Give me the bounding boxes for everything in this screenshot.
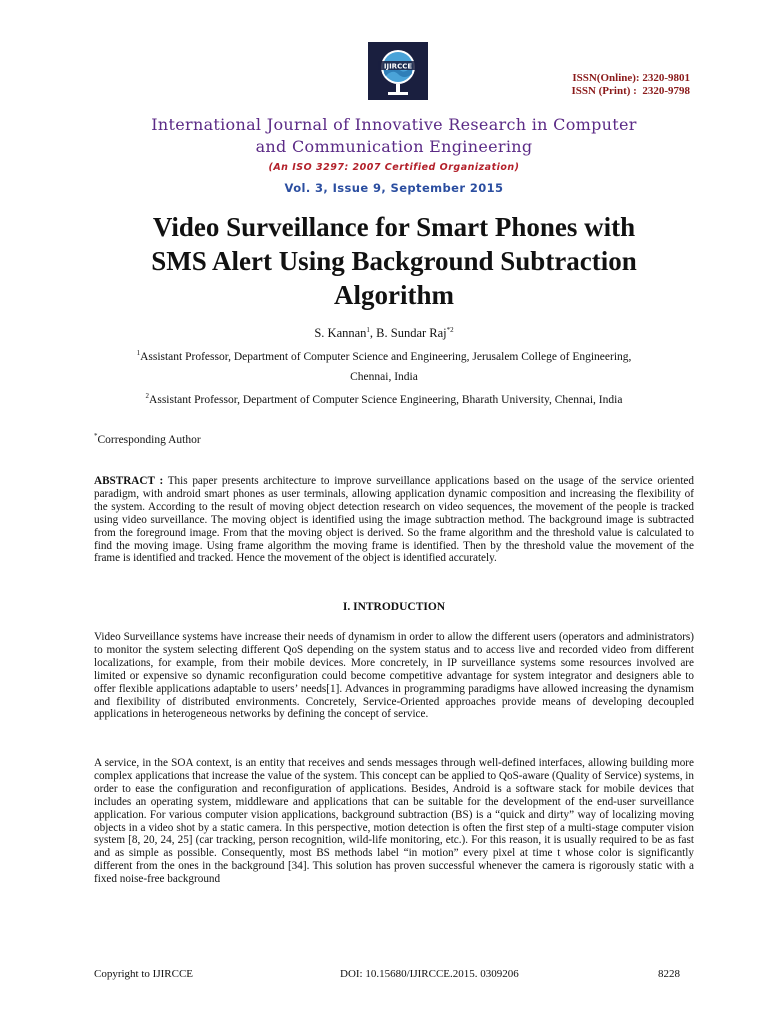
paper-title-line2: SMS Alert Using Background Subtraction	[151, 246, 637, 276]
paper-title-line1: Video Surveillance for Smart Phones with	[152, 212, 636, 242]
author-1: S. Kannan	[314, 326, 367, 340]
author-2-sup: *2	[446, 326, 454, 334]
volume-issue: Vol. 3, Issue 9, September 2015	[284, 181, 504, 195]
issn-print: ISSN (Print) : 2320-9798	[571, 85, 690, 97]
abstract-text: This paper presents architecture to improve surveillance applications based on the usage of the service oriented paradigm, with android smart phones as user terminals, allowing application dynamic composition and increasing the flexibility of the system. According to the result of moving object detection research on video sequences, the movement of the people is tracked using video surveillance. The moving object is identified using the image subtraction method. The background image is subtracted from the foreground image. From that the moving object is derived. So the frame algorithm and the threshold value is calculated to find the moving image. Using frame algorithm the moving frame is identified. Then by the threshold value the movement of the frame is identified and tracked. Hence the movement of the object is identified accurately.	[94, 475, 694, 565]
footer-copyright: Copyright to IJIRCCE	[94, 968, 194, 980]
authors	[60, 326, 708, 341]
affiliation-2-text: Assistant Professor, Department of Computer Science Engineering, Bharath University, Chennai, India	[149, 394, 623, 406]
corresponding-sup: *	[94, 432, 98, 440]
intro-paragraph-2: A service, in the SOA context, is an entity that receives and sends messages through well-defined interfaces, allowing building more complex applications that increase the value of the system. This concept can be applied to QoS-aware (Quality of Service) systems, in order to ease the configuration and reconfiguration of applications. Besides, Android is a software stack for mobile devices that includes an operating system, middleware and applications that can be suitable for the development of the end-user surveillance application. For various computer vision applications, background subtraction (BS) is a “quick and dirty” way of localizing moving objects in a video shot by a static camera. In this perspective, motion detection is often the first step of a multi-stage computer vision system [8, 20, 24, 25] (car tracking, person recognition, wild-life monitoring, etc.). For this reason, it is usually required to be as fast and as simple as possible. Consequently, most BS methods label “in motion” every pixel at time t whose color is significantly different from the ones in the background [34]. This solution has proven successful whenever the camera is rigorously static with a fixed noise-free background	[94, 757, 695, 886]
affiliation-1-sup: 1	[136, 349, 141, 357]
journal-name-line2: and Communication Engineering	[255, 137, 533, 156]
paper-title	[60, 210, 728, 312]
issn-block	[571, 72, 690, 98]
affiliation-1-line2: Chennai, India	[350, 371, 418, 383]
corresponding-author	[94, 434, 201, 446]
iso-certification: (An ISO 3297: 2007 Certified Organization)	[268, 162, 520, 173]
abstract-label: ABSTRACT :	[94, 475, 164, 487]
issn-online: ISSN(Online): 2320-9801	[572, 72, 690, 84]
journal-name	[60, 114, 728, 158]
affiliation-1	[60, 347, 708, 387]
abstract	[94, 475, 694, 565]
journal-logo	[362, 40, 434, 102]
section-heading: I. INTRODUCTION	[342, 601, 446, 613]
intro-paragraph-1: Video Surveillance systems have increase their needs of dynamism in order to allow the different users (operators and administrators) to monitor the system selecting different QoS depending on the system status and to access live and recorded video from different localizations, for example, from their mobile devices. More concretely, in IP surveillance systems some resources involved are limited or expensive so dynamic reconfiguration could become competitive advantage for system integrator and designers able to offer flexible applications adaptable to users’ needs[1]. Advances in programming paradigms have allowed increasing the dynamism and flexibility of distributed environments. Concretely, Service-Oriented approaches provide means of developing decoupled applications in heterogeneous networks by defining the concept of service.	[94, 631, 694, 721]
journal-name-line1: International Journal of Innovative Research in Computer	[151, 115, 637, 134]
affiliation-2-sup: 2	[145, 392, 150, 400]
footer-doi: DOI: 10.15680/IJIRCCE.2015. 0309206	[340, 968, 519, 980]
author-2: , B. Sundar Raj	[369, 326, 447, 340]
affiliation-2	[60, 390, 708, 410]
logo-text: IJIRCCE	[383, 62, 413, 71]
author-1-sup: 1	[366, 326, 370, 334]
corresponding-text: Corresponding Author	[97, 434, 201, 446]
paper-title-line3: Algorithm	[334, 280, 454, 310]
affiliation-1-line1: Assistant Professor, Department of Computer Science and Engineering, Jerusalem College of Engineering,	[140, 351, 632, 363]
footer-page-number: 8228	[658, 968, 680, 980]
